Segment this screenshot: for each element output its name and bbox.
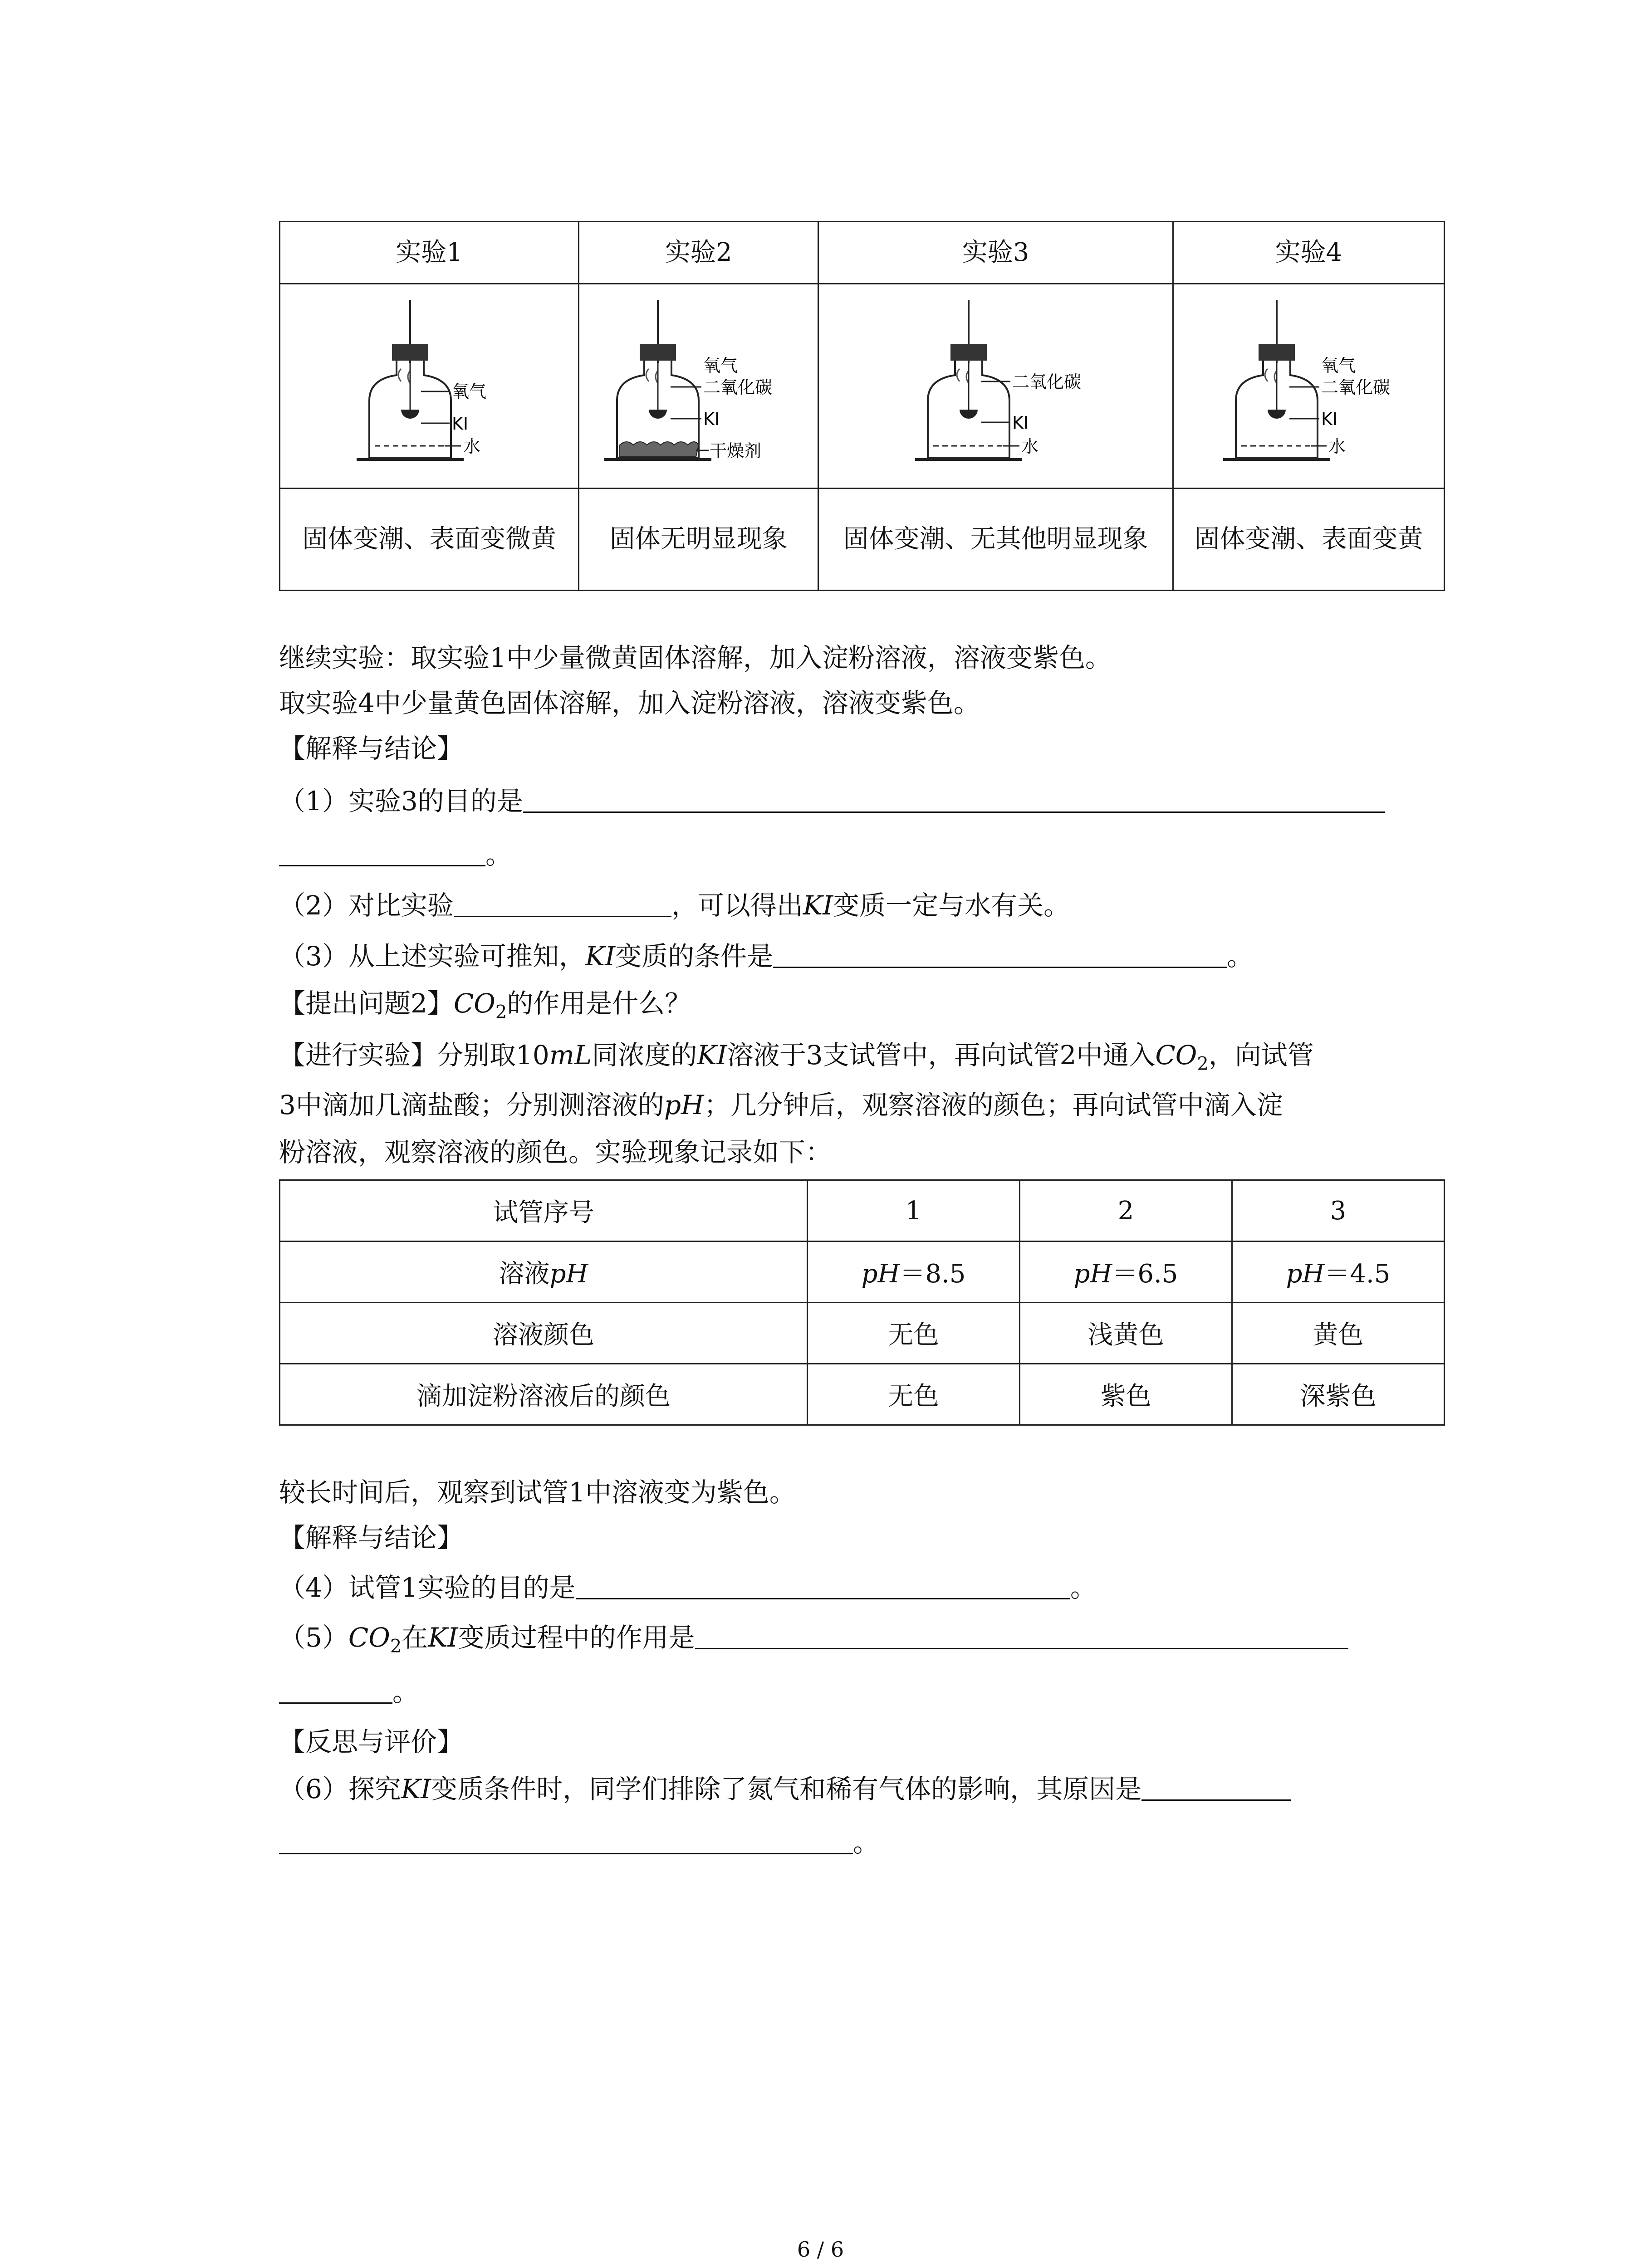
question-5-ki: KI xyxy=(428,1622,458,1653)
exp2-label-ki: KI xyxy=(703,409,720,429)
exp3-observation: 固体变潮、无其他明显现象 xyxy=(818,489,1173,591)
exp2-label-oxygen: 氧气 xyxy=(703,356,738,376)
question-3-text-b: 变质的条件是 xyxy=(615,941,774,972)
question-2 xyxy=(279,883,1070,928)
problem-2-text-a: 【提出问题2】 xyxy=(279,988,454,1019)
ki-ph-3 xyxy=(1232,1242,1445,1303)
ki-row-ph xyxy=(280,1242,1445,1303)
exp4-label-oxygen: 氧气 xyxy=(1321,356,1356,376)
answer-blank-4[interactable] xyxy=(576,1568,1070,1599)
question-6-cont xyxy=(279,1820,879,1865)
question-5 xyxy=(279,1615,1348,1669)
exp2-label-desiccant: 干燥剂 xyxy=(709,441,761,461)
experiment-line2-text-a: 3中滴加几滴盐酸；分别测溶液的 xyxy=(279,1090,664,1120)
problem-2-heading xyxy=(279,981,691,1035)
after-table-line: 较长时间后，观察到试管1中溶液变为紫色。 xyxy=(279,1477,796,1508)
ki-color-2: 浅黄色 xyxy=(1020,1303,1232,1364)
question-4-period: 。 xyxy=(1070,1572,1097,1603)
question-3 xyxy=(279,934,1253,979)
continue-experiment-line-1: 继续实验：取实验1中少量微黄固体溶解，加入淀粉溶液，溶液变紫色。 xyxy=(279,642,1112,673)
exp4-label-ki: KI xyxy=(1321,409,1338,429)
question-2-text-b: ，可以得出 xyxy=(671,890,803,921)
exp3-label-co2: 二氧化碳 xyxy=(1012,372,1081,392)
exp4-observation: 固体变潮、表面变黄 xyxy=(1173,489,1444,591)
experiment-text-c: 溶液于3支试管中，再向试管2中通入 xyxy=(727,1040,1156,1070)
question-3-ki: KI xyxy=(585,941,616,972)
answer-blank-1[interactable] xyxy=(523,782,1385,813)
experiment-sub: 2 xyxy=(1197,1053,1209,1075)
question-6-period: 。 xyxy=(853,1827,880,1858)
question-6-text-a: （6）探究 xyxy=(279,1774,401,1804)
ki-row-ph-label-ph: pH xyxy=(549,1259,588,1289)
experiment-text-b: 同浓度的 xyxy=(592,1040,697,1070)
section-explain-heading: 【解释与结论】 xyxy=(279,733,464,764)
question-5-sub: 2 xyxy=(390,1636,402,1657)
answer-blank-2[interactable] xyxy=(454,886,671,917)
experiment-ki: KI xyxy=(697,1040,727,1070)
exp2-apparatus-cell xyxy=(579,284,818,489)
answer-blank-6[interactable] xyxy=(1141,1769,1291,1801)
exp1-apparatus-cell xyxy=(280,284,579,489)
question-6-ki: KI xyxy=(401,1774,431,1804)
ki-ph-3-value: 4.5 xyxy=(1350,1259,1391,1289)
ki-ph-1-prefix: pH xyxy=(861,1259,900,1289)
ki-results-table xyxy=(279,1179,1445,1426)
exp3-apparatus-diagram xyxy=(878,286,1114,486)
exp1-label-oxygen: 氧气 xyxy=(452,381,487,401)
question-5-cont xyxy=(279,1669,419,1715)
ki-ph-2-prefix: pH xyxy=(1073,1259,1112,1289)
question-5-text-b: 在 xyxy=(402,1622,428,1653)
question-6 xyxy=(279,1766,1291,1812)
question-5-text-c: 变质过程中的作用是 xyxy=(458,1622,695,1653)
section-reflect-heading: 【反思与评价】 xyxy=(279,1726,464,1757)
problem-2-sub: 2 xyxy=(495,1002,507,1023)
section-explain-heading-2: 【解释与结论】 xyxy=(279,1522,464,1553)
exp1-observation: 固体变潮、表面变微黄 xyxy=(280,489,579,591)
question-5-text-a: （5） xyxy=(279,1622,348,1653)
question-5-co: CO xyxy=(348,1622,390,1653)
question-1-period: 。 xyxy=(485,839,512,870)
ki-ph-3-eq: ＝ xyxy=(1324,1259,1350,1289)
question-4 xyxy=(279,1565,1097,1610)
ki-ph-2 xyxy=(1020,1242,1232,1303)
ki-row-color xyxy=(280,1303,1445,1364)
question-5-period: 。 xyxy=(392,1677,419,1707)
experiment-line-2 xyxy=(279,1082,1283,1128)
experiment-line-3: 粉溶液，观察溶液的颜色。实验现象记录如下： xyxy=(279,1137,832,1168)
answer-blank-1b[interactable] xyxy=(279,835,485,866)
exp-header-3: 实验3 xyxy=(818,222,1173,284)
exp1-label-ki: KI xyxy=(452,414,469,434)
exp-header-1: 实验1 xyxy=(280,222,579,284)
question-3-text-a: （3）从上述实验可推知， xyxy=(279,941,585,972)
question-1-cont xyxy=(279,832,512,877)
ki-ph-1 xyxy=(808,1242,1020,1303)
problem-2-co: CO xyxy=(453,988,495,1019)
question-4-text: （4）试管1实验的目的是 xyxy=(279,1572,576,1603)
exp2-label-co2: 二氧化碳 xyxy=(703,377,772,397)
experiment-text-a: 【进行实验】分别取10 xyxy=(279,1040,549,1070)
ki-header-2: 2 xyxy=(1020,1180,1232,1242)
exp4-label-co2: 二氧化碳 xyxy=(1321,377,1391,397)
experiment-co: CO xyxy=(1155,1040,1197,1070)
exp3-label-water: 水 xyxy=(1021,436,1038,456)
answer-blank-6b[interactable] xyxy=(279,1823,853,1854)
question-2-text-c: 变质一定与水有关。 xyxy=(833,890,1070,921)
experiment-line-1 xyxy=(279,1032,1314,1087)
page-number: 6 / 6 xyxy=(797,2237,844,2262)
ki-header-label: 试管序号 xyxy=(280,1180,808,1242)
exp4-apparatus-cell xyxy=(1173,284,1444,489)
exp4-apparatus-diagram xyxy=(1195,286,1422,486)
answer-blank-5[interactable] xyxy=(695,1618,1348,1649)
question-1-text: （1）实验3的目的是 xyxy=(279,786,523,816)
continue-experiment-line-2: 取实验4中少量黄色固体溶解，加入淀粉溶液，溶液变紫色。 xyxy=(279,688,980,719)
experiment-line2-ph: pH xyxy=(664,1090,704,1120)
exp4-label-water: 水 xyxy=(1328,436,1346,456)
ki-header-1: 1 xyxy=(808,1180,1020,1242)
answer-blank-5b[interactable] xyxy=(279,1672,392,1704)
exp3-label-ki: KI xyxy=(1012,413,1029,433)
exp2-observation: 固体无明显现象 xyxy=(579,489,818,591)
ki-color-1: 无色 xyxy=(808,1303,1020,1364)
ki-row-ph-label xyxy=(280,1242,808,1303)
ki-ph-3-prefix: pH xyxy=(1286,1259,1325,1289)
ki-ph-1-value: 8.5 xyxy=(925,1259,966,1289)
ki-row-starch-label: 滴加淀粉溶液后的颜色 xyxy=(280,1364,808,1425)
question-6-text-b: 变质条件时，同学们排除了氮气和稀有气体的影响，其原因是 xyxy=(431,1774,1142,1804)
ki-starch-3: 深紫色 xyxy=(1232,1364,1445,1425)
ki-row-starch xyxy=(280,1364,1445,1425)
exp1-apparatus-diagram xyxy=(311,286,547,486)
exp3-apparatus-cell xyxy=(818,284,1173,489)
experiment-ml: mL xyxy=(549,1040,592,1070)
ki-starch-1: 无色 xyxy=(808,1364,1020,1425)
exp-header-4: 实验4 xyxy=(1173,222,1444,284)
experiment-table xyxy=(279,221,1445,591)
ki-header-3: 3 xyxy=(1232,1180,1445,1242)
experiment-line2-text-b: ；几分钟后，观察溶液的颜色；再向试管中滴入淀 xyxy=(704,1090,1283,1120)
question-1 xyxy=(279,778,1385,824)
ki-row-color-label: 溶液颜色 xyxy=(280,1303,808,1364)
ki-ph-1-eq: ＝ xyxy=(900,1259,926,1289)
question-3-period: 。 xyxy=(1227,941,1254,972)
ki-color-3: 黄色 xyxy=(1232,1303,1445,1364)
question-2-text-a: （2）对比实验 xyxy=(279,890,454,921)
exp1-label-water: 水 xyxy=(463,436,481,456)
ki-row-ph-label-text: 溶液 xyxy=(499,1259,550,1289)
ki-ph-2-eq: ＝ xyxy=(1112,1259,1138,1289)
exp2-apparatus-diagram xyxy=(590,286,808,486)
experiment-text-d: ，向试管 xyxy=(1208,1040,1314,1070)
problem-2-text-b: 的作用是什么？ xyxy=(507,988,691,1019)
answer-blank-3[interactable] xyxy=(773,937,1227,968)
exp-header-2: 实验2 xyxy=(579,222,818,284)
ki-ph-2-value: 6.5 xyxy=(1137,1259,1178,1289)
question-2-ki: KI xyxy=(803,890,833,921)
ki-starch-2: 紫色 xyxy=(1020,1364,1232,1425)
